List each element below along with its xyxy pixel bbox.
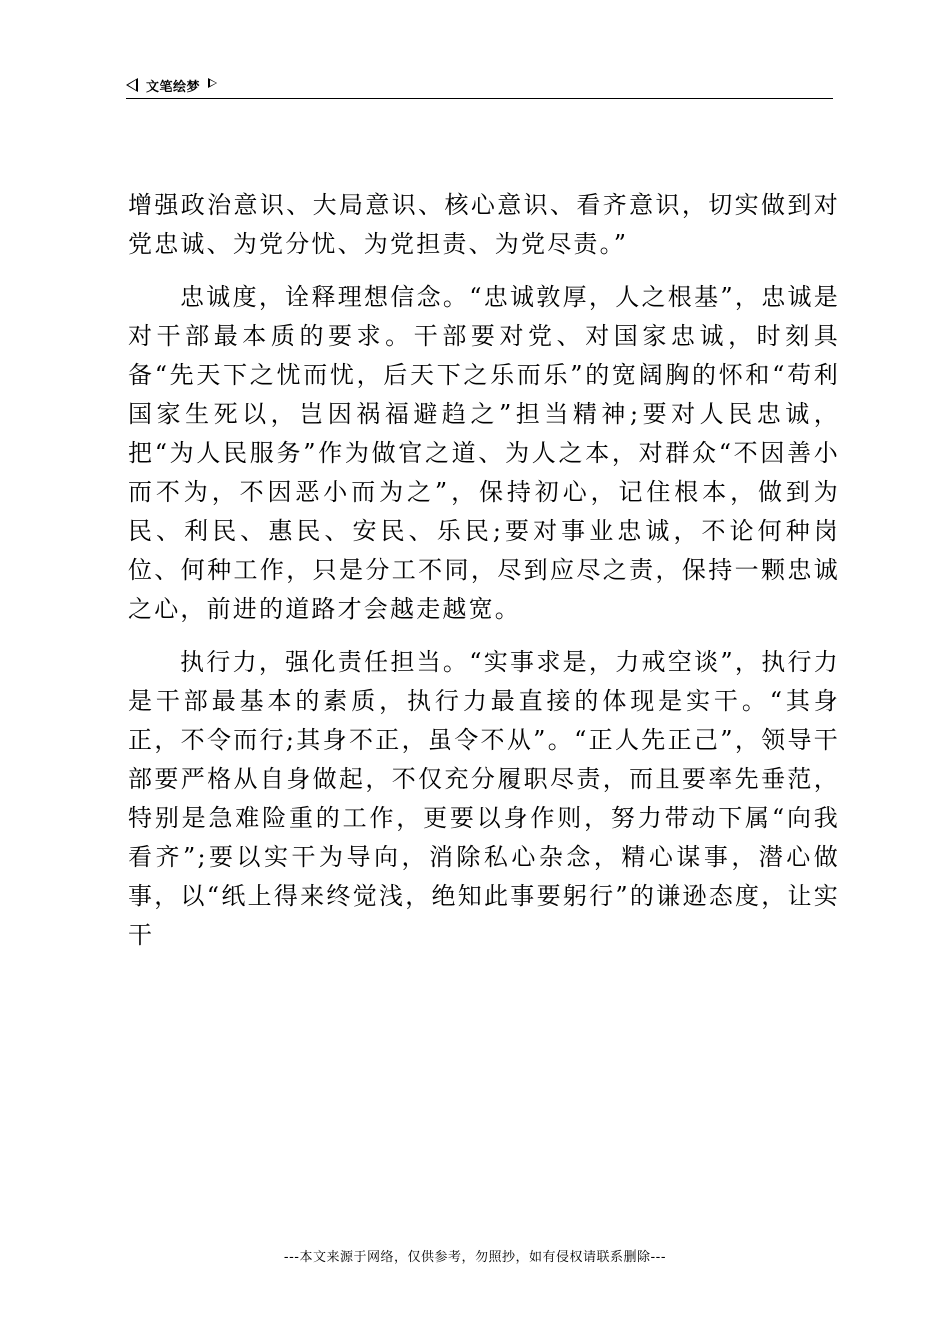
paragraph-loyalty: 忠诚度，诠释理想信念。“忠诚敦厚，人之根基”，忠诚是对干部最本质的要求。干部要对党、对国家忠诚，时刻具备“先天下之忧而忧，后天下之乐而乐”的宽阔胸的怀和“苟利国家生死以，岂因祸福避趋之”担当精神;要对人民忠诚，把“为人民服务”作为做官之道、为人之本，对群众“不因善小而不为，不因恶小而为之”，保持初心，记住根本，做到为民、利民、惠民、安民、乐民;要对事业忠诚，不论何种岗位、何种工作，只是分工不同，尽到应尽之责，保持一颗忠诚之心，前进的道路才会越走越宽。 xyxy=(128,283,840,623)
header-brand: 文笔绘梦 xyxy=(146,79,201,95)
page-header xyxy=(126,74,833,99)
paragraph-continuation: 增强政治意识、大局意识、核心意识、看齐意识，切实做到对党忠诚、为党分忧、为党担责、为党尽责。” xyxy=(128,191,840,258)
triangle-right-icon xyxy=(208,78,217,88)
header-brand-group xyxy=(126,74,217,96)
page-footer-disclaimer: ---本文来源于网络，仅供参考，勿照抄，如有侵权请联系删除--- xyxy=(283,1250,667,1265)
paragraph-execution: 执行力，强化责任担当。“实事求是，力戒空谈”，执行力是干部最基本的素质，执行力最直接的体现是实干。“其身正，不令而行;其身不正，虽令不从”。“正人先正己”，领导干部要严格从自身做起，不仅充分履职尽责，而且要率先垂范，特别是急难险重的工作，更要以身作则，努力带动下属“向我看齐”;要以实干为导向，消除私心杂念，精心谋事，潜心做事，以“纸上得来终觉浅，绝知此事要躬行”的谦逊态度，让实干 xyxy=(128,648,840,949)
triangle-left-icon xyxy=(126,78,138,92)
document-body xyxy=(128,186,840,969)
